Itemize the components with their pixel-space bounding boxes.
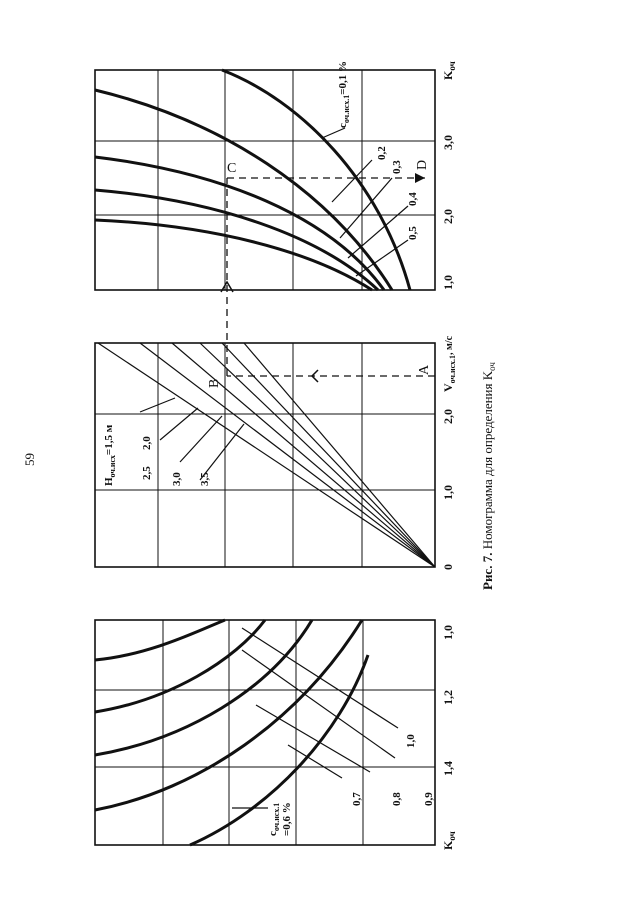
right-panel bbox=[95, 61, 457, 290]
svg-text:0: 0 bbox=[441, 564, 455, 570]
left-curve-c07 bbox=[95, 620, 265, 712]
right-curve-labels bbox=[376, 146, 419, 240]
svg-text:0,9: 0,9 bbox=[423, 792, 435, 806]
right-curve-c01 bbox=[222, 70, 410, 290]
svg-text:1,0: 1,0 bbox=[441, 485, 455, 500]
left-panel bbox=[95, 620, 457, 850]
svg-text:3,0: 3,0 bbox=[441, 135, 455, 150]
point-c: C bbox=[227, 161, 237, 176]
left-curve-labels bbox=[351, 734, 435, 806]
svg-text:1,0: 1,0 bbox=[441, 625, 455, 640]
svg-text:0,7: 0,7 bbox=[351, 792, 363, 806]
right-axis-ticks bbox=[441, 135, 455, 290]
middle-axis-label: $V_{оч.исх.1}^{, м/с}$ bbox=[441, 335, 457, 392]
figure-caption: Рис. 7. Номограмма для определения $K_{оч}$ bbox=[480, 362, 497, 590]
left-curve-c08 bbox=[95, 620, 312, 755]
svg-text:0,4: 0,4 bbox=[407, 192, 419, 206]
svg-text:2,0: 2,0 bbox=[441, 409, 455, 424]
left-panel-leaders bbox=[232, 628, 398, 808]
svg-text:0,5: 0,5 bbox=[407, 226, 419, 240]
left-panel-curves bbox=[95, 620, 368, 845]
svg-text:2,5: 2,5 bbox=[141, 466, 153, 480]
middle-panel bbox=[95, 335, 457, 570]
left-panel-frame bbox=[95, 620, 435, 845]
construction-path bbox=[221, 173, 435, 382]
svg-text:0,3: 0,3 bbox=[391, 160, 403, 174]
point-b: B bbox=[207, 378, 222, 388]
svg-text:1,4: 1,4 bbox=[441, 761, 455, 776]
h-line-30 bbox=[200, 343, 435, 567]
left-axis-label: $K_{оч}$ bbox=[441, 831, 457, 850]
middle-axis-ticks bbox=[441, 409, 455, 570]
svg-text:2,0: 2,0 bbox=[441, 209, 455, 224]
left-axis-ticks bbox=[441, 625, 455, 776]
left-panel-grid bbox=[95, 620, 435, 845]
point-a: A bbox=[417, 364, 432, 375]
right-panel-curves bbox=[95, 70, 410, 290]
svg-text:1,0: 1,0 bbox=[441, 275, 455, 290]
left-param-value: =0,6 % bbox=[281, 802, 293, 836]
right-axis-label: $K_{оч}$ bbox=[441, 61, 457, 80]
svg-text:0,8: 0,8 bbox=[391, 792, 403, 806]
middle-param-label: $H_{оч.исх}=1,5$ м bbox=[103, 424, 117, 486]
svg-text:0,2: 0,2 bbox=[376, 146, 388, 160]
point-d: D bbox=[415, 159, 430, 170]
middle-line-labels bbox=[141, 436, 211, 486]
svg-text:1,2: 1,2 bbox=[441, 690, 455, 705]
left-param-label: $c_{оч.исх.1}$ bbox=[267, 802, 281, 836]
right-param-label: $c_{оч.исх.1}=0,1$ % bbox=[337, 60, 351, 128]
svg-text:3,5: 3,5 bbox=[199, 472, 211, 486]
left-curve-c06 bbox=[95, 620, 225, 660]
page-number: 59 bbox=[22, 453, 37, 466]
svg-text:1,0: 1,0 bbox=[405, 734, 417, 748]
svg-text:3,0: 3,0 bbox=[171, 472, 183, 486]
svg-text:2,0: 2,0 bbox=[141, 436, 153, 450]
